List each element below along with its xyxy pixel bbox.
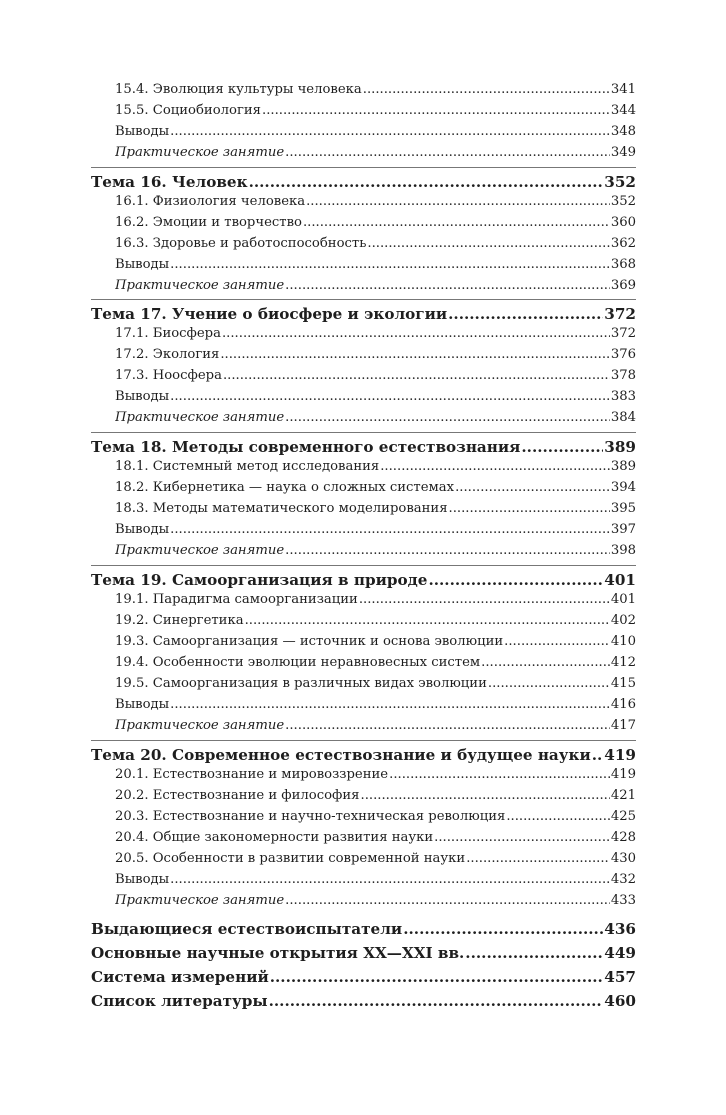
toc-page-number: 394 — [610, 480, 636, 495]
toc-entry-row[interactable] — [115, 653, 636, 673]
toc-topic-row[interactable] — [91, 436, 636, 458]
toc-page-number: 352 — [604, 173, 636, 191]
toc-page-number: 460 — [604, 992, 636, 1010]
toc-page-number: 430 — [610, 851, 636, 866]
toc-entry-title: Тема 19. Самоорганизация в природе — [91, 571, 428, 589]
toc-entry-title: 20.5. Особенности в развитии современной науки — [115, 851, 466, 866]
toc-page-number: 425 — [610, 809, 636, 824]
toc-page-number: 398 — [610, 543, 636, 558]
dot-leader — [170, 387, 610, 407]
dot-leader — [465, 942, 603, 964]
toc-entry-title: 18.2. Кибернетика — наука о сложных системах — [115, 480, 455, 495]
toc-section-row[interactable] — [91, 990, 636, 1012]
topic-divider — [91, 565, 636, 566]
toc-entry-title: Практическое занятие — [115, 410, 285, 425]
dot-leader — [389, 765, 610, 785]
toc-entry-row[interactable] — [115, 849, 636, 869]
toc-entry-row[interactable] — [115, 345, 636, 365]
toc-entry-title: 19.2. Синергетика — [115, 613, 244, 628]
toc-page-number: 419 — [604, 746, 636, 764]
dot-leader — [285, 276, 610, 296]
toc-entry-title: Список литературы — [91, 992, 268, 1010]
toc-entry-row[interactable] — [115, 807, 636, 827]
toc-entry-row[interactable] — [115, 765, 636, 785]
dot-leader — [262, 101, 610, 121]
toc-page-number: 421 — [610, 788, 636, 803]
toc-page-number: 410 — [610, 634, 636, 649]
dot-leader — [504, 632, 610, 652]
toc-page-number: 368 — [610, 257, 636, 272]
toc-entry-title: Тема 18. Методы современного естествознания — [91, 438, 521, 456]
toc-entry-row[interactable] — [115, 870, 636, 890]
toc-page-number: 376 — [610, 347, 636, 362]
toc-entry-row[interactable] — [115, 80, 636, 100]
dot-leader — [521, 436, 603, 458]
dot-leader — [303, 213, 610, 233]
toc-entry-row[interactable] — [115, 255, 636, 275]
toc-entry-title: Выводы — [115, 389, 170, 404]
toc-entry-row[interactable] — [115, 520, 636, 540]
toc-page-number: 436 — [604, 920, 636, 938]
toc-entry-title: 16.1. Физиология человека — [115, 194, 306, 209]
toc-entry-row[interactable] — [115, 499, 636, 519]
dot-leader — [285, 716, 610, 736]
toc-page-number: 341 — [610, 82, 636, 97]
toc-page-number: 384 — [610, 410, 636, 425]
toc-entry-row[interactable] — [115, 632, 636, 652]
toc-entry-title: Практическое занятие — [115, 145, 285, 160]
toc-entry-row[interactable] — [115, 674, 636, 694]
toc-entry-title: 20.4. Общие закономерности развития науки — [115, 830, 434, 845]
toc-entry-row[interactable] — [115, 122, 636, 142]
toc-section-row[interactable] — [91, 966, 636, 988]
toc-page-number: 362 — [610, 236, 636, 251]
dot-leader — [403, 918, 603, 940]
toc-entry-title: 19.1. Парадигма самоорганизации — [115, 592, 358, 607]
toc-page-number: 417 — [610, 718, 636, 733]
toc-page-number: 401 — [604, 571, 636, 589]
toc-entry-title: Тема 17. Учение о биосфере и экологии — [91, 305, 448, 323]
toc-page-number: 412 — [610, 655, 636, 670]
toc-entry-title: Выводы — [115, 697, 170, 712]
toc-entry-title: 19.3. Самоорганизация — источник и основа эволюции — [115, 634, 504, 649]
toc-topic-row[interactable] — [91, 171, 636, 193]
toc-page-number: 449 — [604, 944, 636, 962]
toc-page-number: 352 — [610, 194, 636, 209]
toc-entry-title: Выводы — [115, 124, 170, 139]
toc-page-number: 389 — [604, 438, 636, 456]
toc-entry-title: 17.1. Биосфера — [115, 326, 221, 341]
toc-entry-row[interactable] — [115, 716, 636, 736]
dot-leader — [220, 345, 609, 365]
toc-entry-row[interactable] — [115, 101, 636, 121]
dot-leader — [449, 499, 610, 519]
toc-entry-row[interactable] — [115, 478, 636, 498]
toc-entry-row[interactable] — [115, 695, 636, 715]
dot-leader — [222, 324, 610, 344]
toc-section-row[interactable] — [91, 942, 636, 964]
toc-entry-title: Выводы — [115, 872, 170, 887]
toc-entry-title: 17.3. Ноосфера — [115, 368, 222, 383]
toc-page-number: 457 — [604, 968, 636, 986]
dot-leader — [428, 569, 603, 591]
dot-leader — [270, 966, 604, 988]
toc-page-number: 389 — [610, 459, 636, 474]
dot-leader — [269, 990, 604, 1012]
dot-leader — [506, 807, 610, 827]
toc-entry-title: Практическое занятие — [115, 543, 285, 558]
dot-leader — [170, 255, 610, 275]
toc-entry-row[interactable] — [115, 276, 636, 296]
toc-page-number: 395 — [610, 501, 636, 516]
toc-entry-title: 15.5. Социобиология — [115, 103, 261, 118]
toc-entry-row[interactable] — [115, 192, 636, 212]
toc-entry-title: Выводы — [115, 522, 170, 537]
toc-page-number: 419 — [610, 767, 636, 782]
dot-leader — [592, 744, 604, 766]
dot-leader — [249, 171, 604, 193]
toc-page-number: 383 — [610, 389, 636, 404]
toc-entry-title: 20.2. Естествознание и философия — [115, 788, 360, 803]
toc-page-number: 369 — [610, 278, 636, 293]
dot-leader — [448, 303, 603, 325]
toc-entry-title: Практическое занятие — [115, 718, 285, 733]
toc-entry-row[interactable] — [115, 786, 636, 806]
dot-leader — [380, 457, 610, 477]
toc-entry-title: 19.4. Особенности эволюции неравновесных систем — [115, 655, 481, 670]
dot-leader — [455, 478, 610, 498]
dot-leader — [481, 653, 610, 673]
toc-entry-row[interactable] — [115, 213, 636, 233]
toc-entry-row[interactable] — [115, 590, 636, 610]
dot-leader — [363, 80, 610, 100]
toc-page-number: 349 — [610, 145, 636, 160]
toc-topic-row[interactable] — [91, 303, 636, 325]
topic-divider — [91, 432, 636, 433]
toc-entry-title: Основные научные открытия XX—XXI вв. — [91, 944, 465, 962]
toc-page-number: 432 — [610, 872, 636, 887]
toc-entry-title: 17.2. Экология — [115, 347, 220, 362]
toc-entry-title: 16.2. Эмоции и творчество — [115, 215, 302, 230]
toc-page-number: 433 — [610, 893, 636, 908]
toc-entry-row[interactable] — [115, 457, 636, 477]
toc-entry-row[interactable] — [115, 387, 636, 407]
dot-leader — [170, 695, 610, 715]
toc-entry-title: 18.3. Методы математического моделирования — [115, 501, 448, 516]
dot-leader — [285, 143, 610, 163]
toc-page-number: 428 — [610, 830, 636, 845]
toc-entry-title: 20.1. Естествознание и мировоззрение — [115, 767, 389, 782]
toc-page-number: 372 — [604, 305, 636, 323]
topic-divider — [91, 299, 636, 300]
dot-leader — [170, 122, 610, 142]
dot-leader — [245, 611, 610, 631]
toc-entry-title: Выдающиеся естествоиспытатели — [91, 920, 403, 938]
toc-page-number: 360 — [610, 215, 636, 230]
dot-leader — [434, 828, 610, 848]
toc-entry-title: 19.5. Самоорганизация в различных видах эволюции — [115, 676, 487, 691]
toc-entry-title: 15.4. Эволюция культуры человека — [115, 82, 362, 97]
toc-entry-row[interactable] — [115, 611, 636, 631]
toc-entry-title: Тема 16. Человек — [91, 173, 248, 191]
toc-entry-title: Выводы — [115, 257, 170, 272]
toc-section-row[interactable] — [91, 918, 636, 940]
topic-divider — [91, 167, 636, 168]
toc-page-number: 401 — [610, 592, 636, 607]
toc-topic-row[interactable] — [91, 569, 636, 591]
toc-page-number: 397 — [610, 522, 636, 537]
toc-page-number: 402 — [610, 613, 636, 628]
dot-leader — [361, 786, 610, 806]
dot-leader — [306, 192, 610, 212]
toc-page-number: 415 — [610, 676, 636, 691]
toc-page-number: 344 — [610, 103, 636, 118]
toc-page-number: 378 — [610, 368, 636, 383]
toc-entry-row[interactable] — [115, 234, 636, 254]
toc-entry-row[interactable] — [115, 828, 636, 848]
toc-page-number: 416 — [610, 697, 636, 712]
dot-leader — [488, 674, 610, 694]
toc-entry-title: Практическое занятие — [115, 893, 285, 908]
toc-page-number: 372 — [610, 326, 636, 341]
dot-leader — [170, 870, 610, 890]
toc-entry-title: 16.3. Здоровье и работоспособность — [115, 236, 367, 251]
dot-leader — [285, 408, 610, 428]
toc-entry-row[interactable] — [115, 143, 636, 163]
toc-entry-row[interactable] — [115, 324, 636, 344]
toc-entry-title: Тема 20. Современное естествознание и будущее науки — [91, 746, 591, 764]
toc-entry-row[interactable] — [115, 366, 636, 386]
toc-page-number: 348 — [610, 124, 636, 139]
dot-leader — [359, 590, 610, 610]
toc-entry-row[interactable] — [115, 891, 636, 911]
toc-entry-title: 18.1. Системный метод исследования — [115, 459, 380, 474]
toc-entry-title: Практическое занятие — [115, 278, 285, 293]
toc-topic-row[interactable] — [91, 744, 636, 766]
dot-leader — [285, 891, 610, 911]
toc-entry-row[interactable] — [115, 541, 636, 561]
topic-divider — [91, 740, 636, 741]
toc-entry-title: 20.3. Естествознание и научно-техническая революция — [115, 809, 506, 824]
toc-entry-title: Система измерений — [91, 968, 269, 986]
dot-leader — [223, 366, 610, 386]
dot-leader — [466, 849, 610, 869]
dot-leader — [170, 520, 610, 540]
dot-leader — [285, 541, 610, 561]
dot-leader — [367, 234, 609, 254]
toc-entry-row[interactable] — [115, 408, 636, 428]
